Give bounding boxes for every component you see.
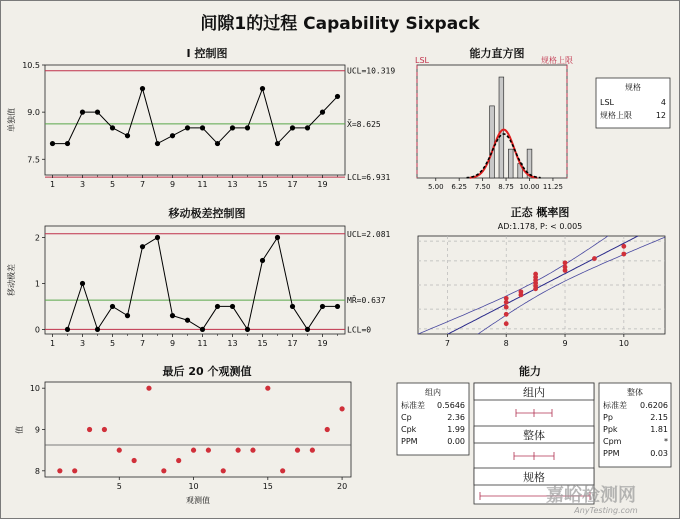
within-row-value: 1.99 — [447, 425, 465, 434]
mr-chart-point — [305, 327, 310, 332]
i-chart-point — [155, 141, 160, 146]
i-chart-point — [335, 94, 340, 99]
last20-point — [117, 448, 122, 453]
last20-ytick-label: 10 — [29, 384, 40, 394]
last20-xtick-label: 10 — [188, 482, 199, 491]
mr-chart-point — [140, 244, 145, 249]
histogram-xtick-label: 6.25 — [451, 183, 467, 191]
overall-row-label: Pp — [603, 413, 613, 422]
within-row-label: Cpk — [401, 425, 417, 434]
last20-xtick-label: 5 — [116, 482, 122, 491]
probability-point — [519, 289, 524, 294]
i-chart-xtick-label: 3 — [79, 180, 86, 189]
histogram-xtick-label: 5.00 — [427, 183, 444, 191]
i-chart-ylabel: 单独值 — [7, 108, 16, 132]
mr-control-chart — [6, 206, 391, 348]
histogram-bar — [499, 77, 504, 178]
mr-chart-xtick-label: 3 — [79, 339, 86, 348]
within-header-label: 组内 — [523, 386, 545, 399]
last20-point — [206, 448, 211, 453]
i-chart-xtick-label: 15 — [257, 180, 268, 189]
mr-chart-xtick-label: 13 — [227, 339, 238, 348]
mr-chart-point — [215, 304, 220, 309]
last20-chart-title: 最后 20 个观测值 — [162, 365, 252, 378]
last20-point — [146, 386, 151, 391]
last20-point — [325, 427, 330, 432]
capability-plot-title: 能力 — [519, 365, 541, 378]
overall-header-label: 整体 — [523, 429, 545, 442]
within-row-value: 0.5646 — [437, 401, 465, 410]
i-chart-xtick-label: 13 — [227, 180, 238, 189]
probability-point — [504, 321, 509, 326]
mr-chart-point — [95, 327, 100, 332]
i-chart-xtick-label: 5 — [109, 180, 116, 189]
i-chart-point — [260, 86, 265, 91]
i-control-chart — [6, 46, 395, 189]
probability-point — [504, 305, 509, 310]
mr-chart-ytick-label: 1 — [34, 279, 40, 289]
probability-point — [563, 265, 568, 270]
i-chart-point — [110, 125, 115, 130]
last20-chart — [14, 364, 351, 505]
probability-point — [621, 252, 626, 257]
specs-header-label: 规格 — [523, 471, 545, 484]
i-chart-xtick-label: 11 — [197, 180, 208, 189]
histogram-lsl-label: LSL — [415, 56, 429, 65]
mr-chart-xtick-label: 7 — [139, 339, 146, 348]
mr-chart-xtick-label: 1 — [49, 339, 56, 348]
report-title: 间隙1的过程 Capability Sixpack — [200, 14, 480, 34]
last20-point — [176, 458, 181, 463]
normal-probability-plot — [391, 205, 680, 348]
last20-point — [280, 468, 285, 473]
histogram-xtick-label: 8.75 — [498, 183, 514, 191]
overall-row-value: 0.6206 — [640, 401, 668, 410]
last20-point — [295, 448, 300, 453]
watermark-text: 嘉峪检测网 — [546, 485, 636, 506]
i-chart-ytick-label: 9.0 — [27, 108, 40, 118]
mr-chart-ucl-label: UCL=2.081 — [347, 229, 391, 239]
mr-chart-xtick-label: 17 — [287, 339, 298, 348]
overall-row-value: 2.15 — [650, 413, 668, 422]
probability-xtick-label: 10 — [618, 339, 629, 348]
probability-point — [621, 244, 626, 249]
within-row-value: 0.00 — [447, 437, 465, 446]
i-chart-point — [140, 86, 145, 91]
mr-chart-lcl-label: LCL=0 — [347, 325, 372, 335]
histogram-bar — [508, 149, 513, 178]
within-row-label: PPM — [401, 437, 418, 446]
i-chart-xtick-label: 17 — [287, 180, 298, 189]
mr-chart-point — [335, 304, 340, 309]
i-chart-ucl-label: UCL=10.319 — [347, 66, 396, 76]
spec-box-title: 规格 — [625, 83, 641, 92]
histogram-usl-label: 规格上限 — [541, 56, 573, 65]
mr-chart-point — [65, 327, 70, 332]
i-chart-point — [290, 125, 295, 130]
mr-chart-point — [275, 235, 280, 240]
mr-chart-point — [170, 313, 175, 318]
probability-point — [504, 312, 509, 317]
spec-row-label: LSL — [600, 98, 614, 107]
within-row-value: 2.36 — [447, 413, 465, 422]
last20-point — [221, 468, 226, 473]
last20-xlabel: 观测值 — [186, 496, 210, 505]
i-chart-point — [170, 133, 175, 138]
i-chart-title: I 控制图 — [186, 47, 228, 60]
i-chart-xtick-label: 7 — [139, 180, 146, 189]
i-chart-point — [215, 141, 220, 146]
i-chart-point — [80, 110, 85, 115]
i-chart-point — [50, 141, 55, 146]
i-chart-lcl-label: LCL=6.931 — [347, 173, 391, 183]
probability-point — [533, 272, 538, 277]
i-chart-point — [200, 125, 205, 130]
i-chart-point — [245, 125, 250, 130]
i-chart-ytick-label: 7.5 — [27, 155, 40, 165]
mr-chart-point — [245, 327, 250, 332]
mr-chart-xtick-label: 15 — [257, 339, 268, 348]
i-chart-point — [320, 110, 325, 115]
mr-chart-point — [200, 327, 205, 332]
overall-row-label: PPM — [603, 449, 620, 458]
last20-point — [191, 448, 196, 453]
spec-row-label: 规格上限 — [600, 111, 632, 120]
capability-plot — [397, 364, 671, 504]
i-chart-point — [230, 125, 235, 130]
overall-box-title: 整体 — [627, 388, 643, 397]
i-chart-point — [185, 125, 190, 130]
i-chart-xtick-label: 19 — [317, 180, 328, 189]
within-row-label: Cp — [401, 413, 412, 422]
i-chart-point — [305, 125, 310, 130]
last20-point — [161, 468, 166, 473]
histogram-title: 能力直方图 — [469, 47, 525, 60]
mr-chart-xtick-label: 5 — [109, 339, 116, 348]
probability-point — [504, 296, 509, 301]
last20-point — [102, 427, 107, 432]
probability-xtick-label: 8 — [503, 339, 509, 348]
i-chart-point — [275, 141, 280, 146]
last20-point — [132, 458, 137, 463]
mr-chart-point — [110, 304, 115, 309]
probability-plot-title: 正态 概率图 — [510, 206, 570, 219]
histogram-xtick-label: 11.25 — [542, 183, 563, 191]
mr-chart-xtick-label: 19 — [317, 339, 328, 348]
last20-ytick-label: 8 — [34, 466, 40, 476]
overall-row-value: * — [664, 437, 668, 446]
spec-row-value: 4 — [660, 98, 666, 107]
overall-row-value: 1.81 — [650, 425, 668, 434]
i-chart-point — [65, 141, 70, 146]
mr-chart-ylabel: 移动极差 — [7, 264, 16, 296]
probability-point — [563, 260, 568, 265]
last20-ytick-label: 9 — [34, 425, 40, 435]
mr-chart-point — [125, 313, 130, 318]
probability-xtick-label: 7 — [444, 339, 450, 348]
mr-chart-title: 移动极差控制图 — [168, 207, 246, 220]
watermark-subtext: AnyTesting.com — [574, 506, 638, 515]
last20-point — [236, 448, 241, 453]
spec-box — [596, 78, 670, 128]
i-chart-point — [95, 110, 100, 115]
probability-plot-subtitle: AD:1.178, P: < 0.005 — [497, 222, 583, 231]
mr-chart-center-label: MR̄=0.637 — [347, 296, 386, 306]
i-chart-plot-area — [45, 65, 345, 175]
mr-chart-point — [260, 258, 265, 263]
last20-point — [250, 448, 255, 453]
i-chart-ytick-label: 10.5 — [22, 61, 40, 70]
overall-row-label: 标准差 — [603, 401, 627, 410]
last20-point — [339, 406, 344, 411]
mr-chart-point — [185, 318, 190, 323]
mr-chart-xtick-label: 9 — [169, 339, 176, 348]
last20-point — [72, 468, 77, 473]
probability-xtick-label: 9 — [562, 339, 568, 348]
last20-ylabel: 值 — [15, 426, 24, 434]
mr-chart-ytick-label: 0 — [34, 325, 40, 335]
last20-xtick-label: 20 — [336, 482, 348, 491]
within-row-label: 标准差 — [401, 401, 425, 410]
mr-chart-point — [80, 281, 85, 286]
mr-chart-ytick-label: 2 — [34, 233, 40, 243]
i-chart-series-line — [53, 89, 338, 144]
mr-chart-point — [155, 235, 160, 240]
last20-xtick-label: 15 — [262, 482, 273, 491]
i-chart-center-label: X̄=8.625 — [347, 119, 381, 129]
mr-chart-point — [290, 304, 295, 309]
last20-point — [87, 427, 92, 432]
mr-chart-point — [230, 304, 235, 309]
spec-row-value: 12 — [655, 111, 666, 120]
last20-point — [310, 448, 315, 453]
mr-chart-series-line — [68, 237, 338, 329]
mr-chart-xtick-label: 11 — [197, 339, 208, 348]
last20-point — [265, 386, 270, 391]
histogram-bar — [490, 106, 495, 178]
within-box-title: 组内 — [425, 388, 441, 397]
capability-histogram — [415, 46, 573, 191]
histogram-xtick-label: 10.00 — [519, 183, 540, 191]
overall-row-label: Ppk — [603, 425, 618, 434]
probability-point — [592, 256, 597, 261]
histogram-xtick-label: 7.50 — [474, 183, 491, 191]
mr-chart-point — [320, 304, 325, 309]
overall-row-value: 0.03 — [650, 449, 668, 458]
last20-point — [57, 468, 62, 473]
overall-row-label: Cpm — [603, 437, 622, 446]
i-chart-xtick-label: 1 — [49, 180, 56, 189]
i-chart-point — [125, 133, 130, 138]
i-chart-xtick-label: 9 — [169, 180, 176, 189]
